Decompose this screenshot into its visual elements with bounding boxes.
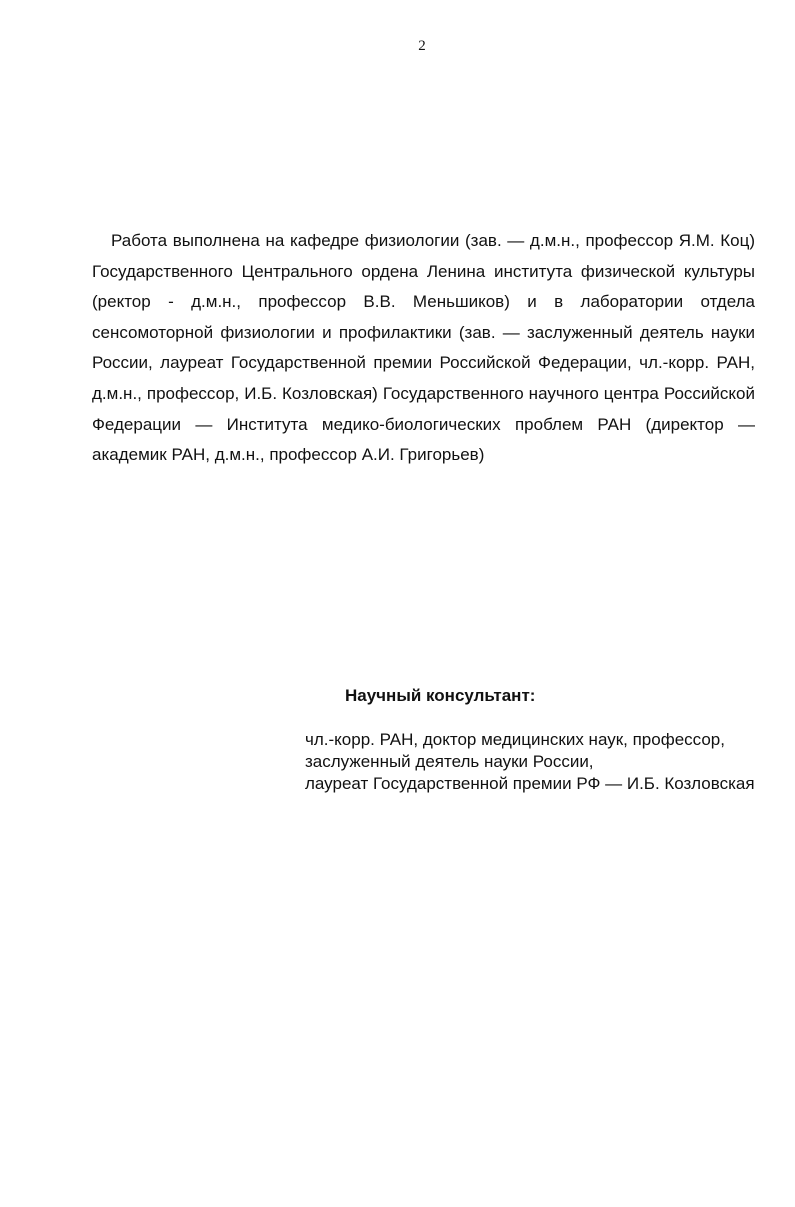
consultant-heading: Научный консультант: (345, 686, 536, 705)
intro-paragraph: Работа выполнена на кафедре физиологии (зав. — д.м.н., профессор Я.М. Коц) Государственного Центрального ордена Ленина института физической культуры (ректор - д.м.н., профессор В.В. Меньшиков) и в лаборатории отдела сенсомоторной физиологии и профилактики (зав. — заслуженный деятель науки России, лауреат Государственной премии Российской Федерации, чл.-корр. РАН, д.м.н., профессор, И.Б. Козловская) Государственного научного центра Российской Федерации — Института медико-биологических проблем РАН (директор — академик РАН, д.м.н., профессор А.И. Григорьев) (92, 231, 755, 465)
consultant-details (305, 729, 755, 795)
consultant-line: лауреат Государственной премии РФ — И.Б. Козловская (305, 774, 755, 793)
page-number: 2 (418, 38, 426, 54)
consultant-line: чл.-корр. РАН, доктор медицинских наук, профессор, (305, 730, 725, 749)
consultant-line: заслуженный деятель науки России, (305, 752, 594, 771)
